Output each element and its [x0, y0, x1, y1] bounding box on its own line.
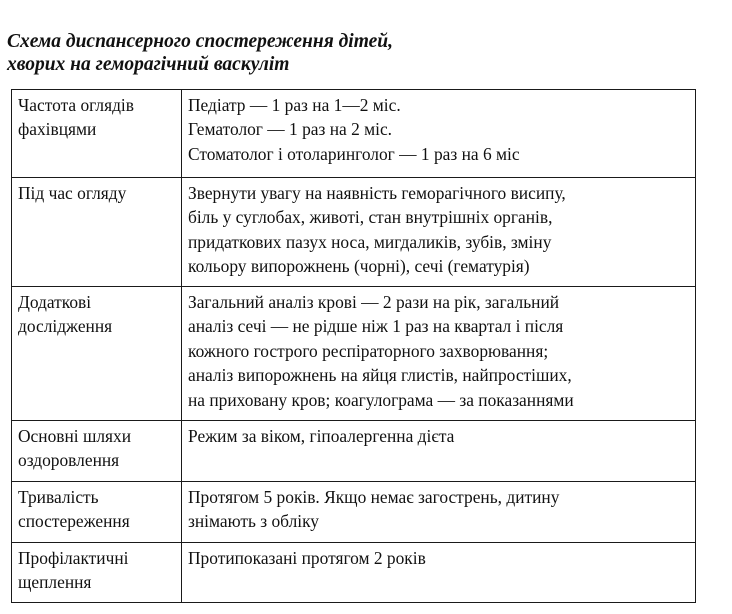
row-content-line: на приховану кров; коагулограма — за показаннями — [188, 389, 574, 410]
row-content-line: Педіатр — 1 раз на 1—2 міс. — [188, 95, 401, 115]
table-row — [12, 421, 696, 482]
row-content-line: кольору випорожнень (чорні), сечі (гематурія) — [188, 256, 530, 277]
row-content-line: Гематолог — 1 раз на 2 міс. — [188, 119, 393, 140]
row-content-line: Режим за віком, гіпоалергенна дієта — [188, 426, 455, 446]
table-row — [12, 90, 696, 178]
row-label-line: щеплення — [18, 572, 92, 593]
row-content-line: знімають з обліку — [188, 511, 319, 532]
row-label-line: Додаткові — [18, 292, 92, 312]
document-title — [7, 30, 707, 76]
title-line-1: Схема диспансерного спостереження дітей, — [7, 31, 394, 52]
row-content-line: біль у суглобах, животі, стан внутрішніх органів, — [188, 207, 553, 228]
row-content — [182, 421, 696, 482]
row-label — [12, 421, 182, 482]
row-content — [182, 178, 696, 287]
row-label-line: Частота оглядів — [18, 95, 134, 115]
row-content-line: Загальний аналіз крові — 2 рази на рік, загальний — [188, 292, 560, 312]
row-content — [182, 543, 696, 603]
table-row — [12, 178, 696, 287]
row-label-line: Профілактичні — [18, 548, 129, 568]
row-content-line: аналіз сечі — не рідше ніж 1 раз на квартал і після — [188, 316, 564, 337]
row-label-line: спостереження — [18, 511, 130, 532]
row-label — [12, 482, 182, 543]
row-content-line: Звернути увагу на наявність геморагічного висипу, — [188, 183, 566, 203]
title-line-2: хворих на геморагічний васкуліт — [7, 54, 290, 75]
row-content — [182, 482, 696, 543]
row-label-line: дослідження — [18, 316, 113, 337]
table-row — [12, 482, 696, 543]
row-content-line: аналіз випорожнень на яйця глистів, найпростіших, — [188, 365, 572, 386]
row-label — [12, 287, 182, 421]
row-content-line: придаткових пазух носа, мигдаликів, зубів, зміну — [188, 231, 552, 252]
row-label — [12, 90, 182, 178]
row-label — [12, 178, 182, 287]
row-label — [12, 543, 182, 603]
row-label-line: Під час огляду — [18, 183, 127, 203]
row-label-line: Основні шляхи — [18, 426, 132, 446]
row-content — [182, 90, 696, 178]
row-content-line: Протипоказані протягом 2 років — [188, 548, 426, 568]
table-row — [12, 287, 696, 421]
row-content-line: Протягом 5 років. Якщо немає загострень, дитину — [188, 487, 560, 507]
table-row — [12, 543, 696, 603]
row-content — [182, 287, 696, 421]
row-label-line: оздоровлення — [18, 450, 120, 471]
row-label-line: Тривалість — [18, 487, 99, 507]
row-label-line: фахівцями — [18, 119, 97, 140]
row-content-line: Стоматолог і отоларинголог — 1 раз на 6 міс — [188, 143, 520, 164]
row-content-line: кожного гострого респіраторного захворювання; — [188, 340, 549, 361]
dispensary-table — [11, 89, 696, 603]
